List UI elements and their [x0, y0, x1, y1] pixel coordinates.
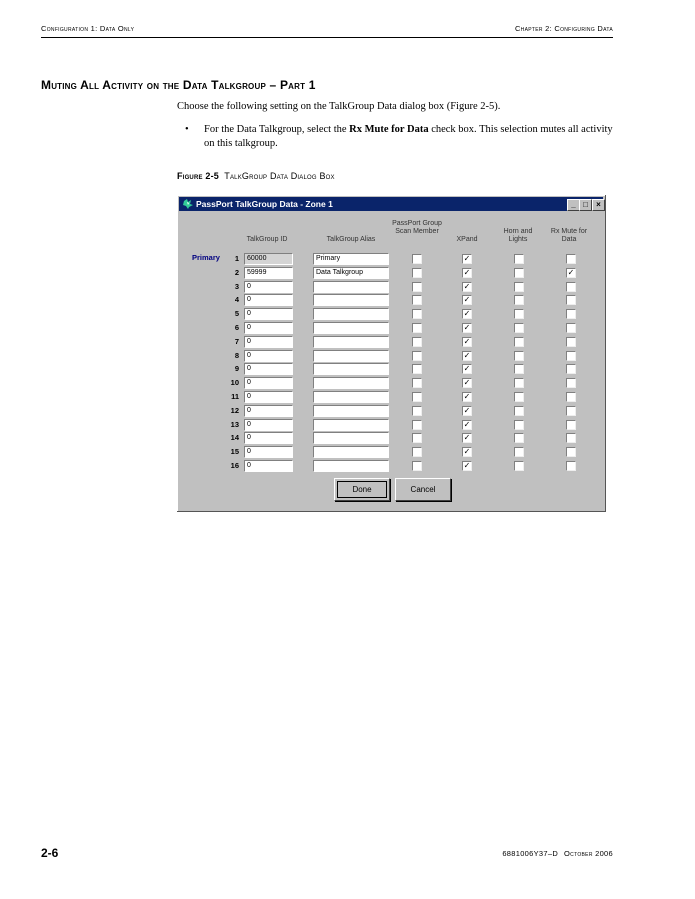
maximize-button[interactable] [579, 199, 592, 211]
scan-member-checkbox[interactable] [412, 378, 422, 388]
horn-lights-checkbox[interactable] [514, 406, 524, 416]
talkgroup-id-input[interactable]: 0 [244, 432, 293, 444]
talkgroup-id-input[interactable]: 0 [244, 336, 293, 348]
checkmark-icon: ✓ [463, 461, 471, 470]
row-number: 3 [234, 281, 239, 291]
row-number: 14 [230, 433, 239, 443]
cancel-button[interactable] [395, 478, 451, 501]
scan-member-checkbox[interactable] [412, 282, 422, 292]
talkgroup-id-input[interactable]: 0 [244, 363, 293, 375]
talkgroup-id-input[interactable]: 0 [244, 281, 293, 293]
horn-lights-checkbox[interactable] [514, 433, 524, 443]
footer-doc-info [502, 849, 613, 858]
col-header-talkgroup-id: TalkGroup ID [246, 236, 288, 243]
row-number: 8 [234, 350, 239, 360]
bullet-suffix: check box. This selection mutes all activity on this talkgroup. [204, 124, 613, 149]
figure-caption [177, 171, 335, 181]
rx-mute-checkbox[interactable] [566, 295, 576, 305]
col-header-rx-mute: Rx Mute for Data [550, 228, 588, 243]
footer-doc-number: 6881006Y37–D [502, 849, 559, 858]
xpand-checkbox[interactable] [462, 364, 472, 374]
checkmark-icon: ✓ [463, 254, 471, 263]
checkmark-icon: ✓ [567, 267, 575, 277]
scan-member-checkbox[interactable] [412, 254, 422, 264]
row-number: 6 [234, 323, 239, 332]
talkgroup-row [177, 460, 605, 474]
scan-member-checkbox[interactable] [412, 447, 422, 457]
checkmark-icon: ✓ [463, 364, 471, 374]
rx-mute-checkbox[interactable] [566, 433, 576, 443]
talkgroup-row [177, 308, 605, 322]
talkgroup-row [177, 377, 605, 391]
xpand-checkbox[interactable] [462, 295, 472, 305]
col-header-scan-member: PassPort Group Scan Member [392, 220, 442, 235]
row-number: 15 [230, 447, 239, 457]
horn-lights-checkbox[interactable] [514, 337, 524, 347]
bullet-bold: Rx Mute for Data [349, 124, 429, 135]
done-button[interactable] [334, 478, 390, 501]
talkgroup-row [177, 267, 605, 281]
bullet-text [204, 123, 617, 151]
checkmark-icon: ✓ [463, 267, 471, 277]
horn-lights-checkbox[interactable] [514, 323, 524, 333]
scan-member-checkbox[interactable] [412, 433, 422, 443]
dialog-title: PassPort TalkGroup Data - Zone 1 [196, 199, 333, 209]
col-header-talkgroup-alias: TalkGroup Alias [326, 236, 376, 243]
col-header-xpand: XPand [456, 236, 478, 243]
maximize-icon: □ [583, 200, 588, 209]
footer-page-number: 2-6 [41, 846, 59, 860]
rx-mute-checkbox[interactable] [566, 337, 576, 347]
horn-lights-checkbox[interactable] [514, 461, 524, 471]
row-number: 13 [230, 419, 239, 429]
scan-member-checkbox[interactable] [412, 406, 422, 416]
talkgroup-alias-input[interactable] [313, 322, 389, 334]
scan-member-checkbox[interactable] [412, 392, 422, 402]
scan-member-checkbox[interactable] [412, 295, 422, 305]
rx-mute-checkbox[interactable] [566, 309, 576, 319]
section-title: Muting All Activity on the Data Talkgroup – Part 1 [41, 78, 316, 92]
talkgroup-row [177, 253, 605, 267]
talkgroup-id-input[interactable]: 0 [244, 405, 293, 417]
horn-lights-checkbox[interactable] [514, 351, 524, 361]
xpand-checkbox[interactable] [462, 420, 472, 430]
talkgroup-alias-input[interactable]: Primary [313, 253, 389, 265]
xpand-checkbox[interactable] [462, 254, 472, 264]
talkgroup-alias-input[interactable] [313, 336, 389, 348]
scan-member-checkbox[interactable] [412, 337, 422, 347]
talkgroup-id-input[interactable]: 0 [244, 419, 293, 431]
bullet-dot: • [185, 124, 189, 135]
talkgroup-row [177, 405, 605, 419]
horn-lights-checkbox[interactable] [514, 282, 524, 292]
checkmark-icon: ✓ [463, 350, 471, 360]
horn-lights-checkbox[interactable] [514, 420, 524, 430]
talkgroup-alias-input[interactable] [313, 460, 389, 472]
talkgroup-alias-input[interactable] [313, 377, 389, 389]
figure-caption-text: TalkGroup Data Dialog Box [224, 171, 335, 181]
talkgroup-row [177, 419, 605, 433]
talkgroup-row [177, 350, 605, 364]
checkmark-icon: ✓ [463, 447, 471, 457]
scan-member-checkbox[interactable] [412, 364, 422, 374]
scan-member-checkbox[interactable] [412, 309, 422, 319]
scan-member-checkbox[interactable] [412, 268, 422, 278]
scan-member-checkbox[interactable] [412, 420, 422, 430]
talkgroup-id-input[interactable]: 0 [244, 308, 293, 320]
xpand-checkbox[interactable] [462, 309, 472, 319]
cancel-label: Cancel [410, 485, 436, 494]
rx-mute-checkbox[interactable] [566, 351, 576, 361]
intro-paragraph: Choose the following setting on the TalkGroup Data dialog box (Figure 2-5). [177, 101, 501, 112]
scan-member-checkbox[interactable] [412, 351, 422, 361]
talkgroup-row [177, 294, 605, 308]
rx-mute-checkbox[interactable] [566, 364, 576, 374]
talkgroup-id-input[interactable]: 0 [244, 460, 293, 472]
talkgroup-alias-input[interactable] [313, 405, 389, 417]
rx-mute-checkbox[interactable] [566, 392, 576, 402]
rx-mute-checkbox[interactable] [566, 378, 576, 388]
rx-mute-checkbox[interactable] [566, 268, 576, 278]
primary-label: Primary [192, 253, 220, 262]
talkgroup-alias-input[interactable]: Data Talkgroup [313, 267, 389, 279]
talkgroup-row [177, 363, 605, 377]
row-number: 9 [234, 364, 239, 374]
xpand-checkbox[interactable] [462, 406, 472, 416]
talkgroup-alias-input[interactable] [313, 363, 389, 375]
row-number: 11 [231, 392, 239, 401]
talkgroup-id-input[interactable]: 59999 [244, 267, 293, 279]
row-number: 7 [234, 336, 239, 346]
rx-mute-checkbox[interactable] [566, 447, 576, 457]
talkgroup-row [177, 446, 605, 460]
row-number: 10 [230, 378, 239, 388]
talkgroup-row [177, 281, 605, 295]
horn-lights-checkbox[interactable] [514, 295, 524, 305]
checkmark-icon: ✓ [463, 281, 471, 291]
rx-mute-checkbox[interactable] [566, 323, 576, 333]
talkgroup-id-input[interactable]: 0 [244, 446, 293, 458]
footer-date: October 2006 [564, 849, 613, 858]
xpand-checkbox[interactable] [462, 351, 472, 361]
row-number: 4 [234, 295, 239, 305]
col-header-horn-lights: Horn and Lights [503, 228, 533, 243]
talkgroup-alias-input[interactable] [313, 419, 389, 431]
checkmark-icon: ✓ [463, 419, 471, 429]
checkmark-icon: ✓ [463, 309, 471, 319]
xpand-checkbox[interactable] [462, 461, 472, 471]
rx-mute-checkbox[interactable] [566, 406, 576, 416]
checkmark-icon: ✓ [463, 405, 471, 415]
xpand-checkbox[interactable] [462, 337, 472, 347]
row-number: 2 [234, 267, 239, 277]
talkgroup-alias-input[interactable] [313, 350, 389, 362]
talkgroup-alias-input[interactable] [313, 391, 389, 403]
horn-lights-checkbox[interactable] [514, 392, 524, 402]
horn-lights-checkbox[interactable] [514, 309, 524, 319]
talkgroup-alias-input[interactable] [313, 308, 389, 320]
done-label: Done [352, 485, 372, 494]
scan-member-checkbox[interactable] [412, 461, 422, 471]
talkgroup-id-input[interactable]: 0 [244, 391, 293, 403]
row-number: 5 [234, 309, 239, 319]
header-chapter-right: Chapter 2: Configuring Data [514, 24, 613, 33]
talkgroup-alias-input[interactable] [313, 294, 389, 306]
talkgroup-alias-input[interactable] [313, 281, 389, 293]
talkgroup-id-input[interactable]: 0 [244, 294, 293, 306]
checkmark-icon: ✓ [463, 392, 471, 401]
close-icon: × [596, 200, 601, 209]
talkgroup-id-input[interactable]: 0 [244, 322, 293, 334]
xpand-checkbox[interactable] [462, 282, 472, 292]
talkgroup-data-dialog [177, 195, 606, 512]
talkgroup-row [177, 391, 605, 405]
xpand-checkbox[interactable] [462, 433, 472, 443]
header-rule [41, 37, 613, 38]
talkgroup-row [177, 432, 605, 446]
rx-mute-checkbox[interactable] [566, 254, 576, 264]
xpand-checkbox[interactable] [462, 447, 472, 457]
talkgroup-id-input[interactable]: 0 [244, 377, 293, 389]
xpand-checkbox[interactable] [462, 378, 472, 388]
talkgroup-alias-input[interactable] [313, 432, 389, 444]
talkgroup-row [177, 336, 605, 350]
checkmark-icon: ✓ [463, 336, 471, 346]
checkmark-icon: ✓ [463, 295, 471, 305]
horn-lights-checkbox[interactable] [514, 268, 524, 278]
talkgroup-id-input[interactable]: 60000 [244, 253, 293, 265]
horn-lights-checkbox[interactable] [514, 378, 524, 388]
row-number: 12 [230, 405, 239, 415]
horn-lights-checkbox[interactable] [514, 447, 524, 457]
dialog-titlebar[interactable] [179, 197, 603, 211]
talkgroup-row [177, 322, 605, 336]
close-button[interactable] [592, 199, 605, 211]
xpand-checkbox[interactable] [462, 268, 472, 278]
talkgroup-alias-input[interactable] [313, 446, 389, 458]
header-chapter-left: Configuration 1: Data Only [41, 24, 135, 33]
horn-lights-checkbox[interactable] [514, 254, 524, 264]
checkmark-icon: ✓ [463, 323, 471, 332]
xpand-checkbox[interactable] [462, 323, 472, 333]
rx-mute-checkbox[interactable] [566, 461, 576, 471]
minimize-icon: _ [571, 200, 576, 209]
checkmark-icon: ✓ [463, 378, 471, 388]
rx-mute-checkbox[interactable] [566, 282, 576, 292]
figure-label: Figure 2-5 [177, 171, 220, 181]
talkgroup-id-input[interactable]: 0 [244, 350, 293, 362]
horn-lights-checkbox[interactable] [514, 364, 524, 374]
row-number: 1 [234, 254, 239, 263]
bullet-prefix: For the Data Talkgroup, select the [204, 124, 350, 135]
xpand-checkbox[interactable] [462, 392, 472, 402]
scan-member-checkbox[interactable] [412, 323, 422, 333]
row-number: 16 [230, 461, 239, 470]
passport-app-icon [182, 198, 194, 210]
rx-mute-checkbox[interactable] [566, 420, 576, 430]
checkmark-icon: ✓ [463, 433, 471, 443]
